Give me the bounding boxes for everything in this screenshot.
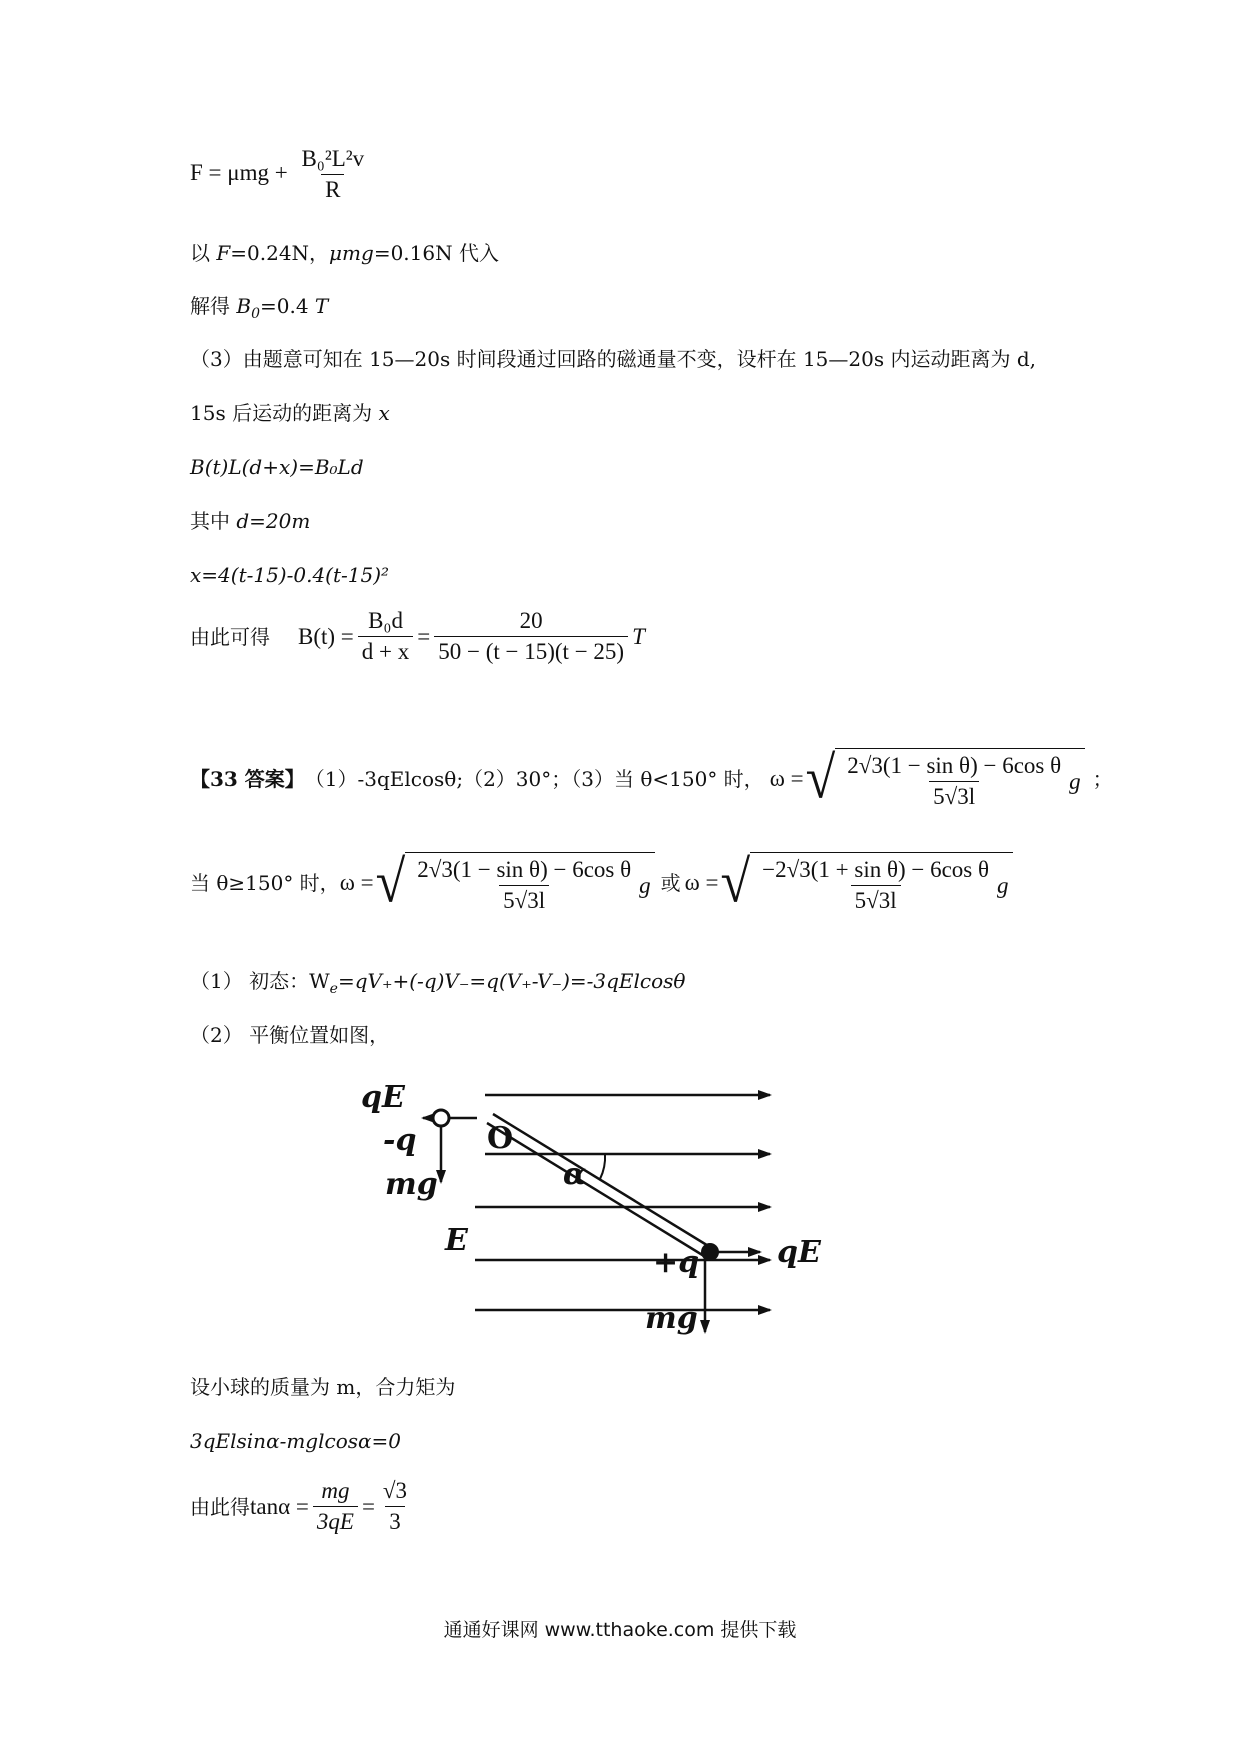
answer-text: （1）-3qElcosθ;（2）30°；（3）当 θ<150° 时， (304, 767, 764, 791)
eq8-lhs: B(t) = (298, 623, 354, 649)
l2-value: =0.4 (259, 294, 309, 318)
radical-body-3 (750, 852, 1012, 914)
radical-sign-3: √ (720, 848, 751, 915)
p4-text: 3qElsinα-mglcosα=0 (190, 1429, 401, 1453)
radical-body-2 (405, 852, 654, 914)
l1-prefix: 以 (190, 241, 217, 265)
rad3-den: 5√3l (851, 885, 901, 914)
omega-2: ω = (339, 870, 374, 895)
l4-x: x (378, 401, 390, 425)
line-d-value (190, 508, 310, 534)
label-minus-q: -q (383, 1123, 417, 1158)
l1-F: F (216, 241, 231, 265)
radical-frac-1 (843, 753, 1065, 810)
l7-text: x=4(t-15)-0.4(t-15)² (190, 563, 390, 587)
eq1-fraction (297, 146, 368, 203)
tan-num2: √3 (382, 1478, 408, 1503)
radical-frac-2 (413, 857, 635, 914)
p1-text: （1） 初态：W (190, 969, 330, 993)
eq8-num2: 20 (519, 608, 543, 633)
we-subscript: e (329, 981, 338, 997)
rad1-g: g (1069, 768, 1081, 794)
rad2-den: 5√3l (499, 885, 549, 914)
label-plus-q: +q (653, 1245, 700, 1280)
tan-equals: = (361, 1493, 375, 1519)
minus-charge-ball (433, 1110, 449, 1126)
rad3-num: −2√3(1 + sin θ) − 6cos θ (762, 857, 990, 882)
radical-1 (805, 744, 1085, 811)
tan-den1: 3qE (313, 1506, 358, 1535)
line-torque (190, 1428, 401, 1454)
rod-line-b (487, 1123, 704, 1256)
eq8-unit: T (632, 623, 645, 649)
l2-prefix: 解得 (190, 294, 237, 318)
radical-3 (720, 848, 1013, 915)
eq8-body (298, 608, 645, 665)
label-O: O (487, 1121, 514, 1156)
eq8-num1: B₀d (368, 608, 403, 633)
l1-rest: =0.24N， (230, 241, 330, 265)
line-equilibrium: （2） 平衡位置如图， (190, 1023, 390, 1047)
eq8-den1: d + x (358, 636, 413, 665)
line-x-eq (190, 562, 389, 588)
label-E: E (445, 1223, 468, 1258)
answer-33 (190, 744, 1113, 811)
answer-label: 【33 答案】 (190, 767, 305, 791)
l1-mumg: μmg (329, 241, 374, 265)
equation-force (190, 146, 372, 203)
l5-text: B(t)L(d+x)=B₀Ld (190, 455, 364, 479)
label-mg-left: mg (385, 1167, 438, 1202)
b0-symbol: $B_0$ (236, 294, 260, 322)
label-qe-right: qE (777, 1235, 821, 1270)
page-footer: 通通好课网 www.tthaoke.com 提供下载 (443, 1619, 797, 1641)
line-flux-eq (190, 454, 364, 480)
equation-bt (190, 608, 645, 665)
rad2-num: 2√3(1 − sin θ) − 6cos θ (417, 857, 632, 882)
tan-num1: mg (321, 1478, 350, 1503)
radical-2 (375, 848, 655, 915)
tan-frac2 (379, 1478, 411, 1535)
rad2-g: g (639, 872, 651, 898)
tan-lhs: tanα = (250, 1493, 309, 1519)
radical-frac-3 (758, 857, 993, 914)
rod-line-a (493, 1114, 710, 1247)
plus-charge-ball (701, 1243, 719, 1261)
when2-prefix: 当 θ≥150° 时， (190, 871, 340, 895)
alpha-arc (600, 1154, 605, 1179)
l1-rest2: =0.16N 代入 (373, 241, 499, 265)
radical-sign-1: √ (805, 744, 836, 811)
semicolon: ； (1092, 767, 1113, 791)
equation-tan (190, 1478, 415, 1535)
line-part3: （3）由题意可知在 15—20s 时间段通过回路的磁通量不变，设杆在 15—20s 内运动距离为 d, (190, 347, 1036, 371)
l8-prefix: 由此可得 (190, 624, 270, 649)
answer-33-case2 (190, 848, 1015, 915)
l6-prefix: 其中 (190, 509, 237, 533)
rad3-g: g (997, 872, 1009, 898)
omega-1: ω = (769, 766, 804, 791)
line-substitute (190, 240, 499, 266)
eq1-numerator: B₀²L²v (301, 146, 365, 171)
tan-body (250, 1478, 415, 1535)
radical-sign-2: √ (375, 848, 406, 915)
l6-value: d=20m (236, 509, 311, 533)
tan-frac1 (313, 1478, 358, 1535)
eq8-den2: 50 − (t − 15)(t − 25) (434, 636, 628, 665)
eq8-frac2 (434, 608, 628, 665)
tan-den2: 3 (385, 1506, 405, 1535)
rad1-den: 5√3l (929, 781, 979, 810)
eq1-lhs: F = μmg + (190, 159, 288, 185)
omega-3: ω = (684, 870, 719, 895)
p5-prefix: 由此得 (190, 1494, 250, 1519)
equilibrium-diagram (361, 1080, 865, 1342)
p1-rest: =qV₊+(-q)V₋=q(V₊-V₋)=-3qElcosθ (337, 969, 686, 993)
line-mass: 设小球的质量为 m，合力矩为 (190, 1375, 456, 1399)
label-mg-right: mg (645, 1301, 698, 1336)
line-solve-b0 (190, 293, 328, 327)
l4-text: 15s 后运动的距离为 (190, 401, 379, 425)
or-text: 或 (660, 871, 681, 895)
eq8-frac1 (358, 608, 413, 665)
eq8-equals: = (417, 623, 431, 649)
line-initial-state (190, 968, 685, 1002)
label-alpha: α (563, 1157, 587, 1192)
rad1-num: 2√3(1 − sin θ) − 6cos θ (847, 753, 1062, 778)
line-distance (190, 400, 390, 426)
eq1-denominator: R (321, 174, 344, 203)
label-qe-left: qE (361, 1080, 405, 1115)
radical-body-1 (835, 748, 1084, 810)
l2-unit: T (314, 294, 329, 318)
